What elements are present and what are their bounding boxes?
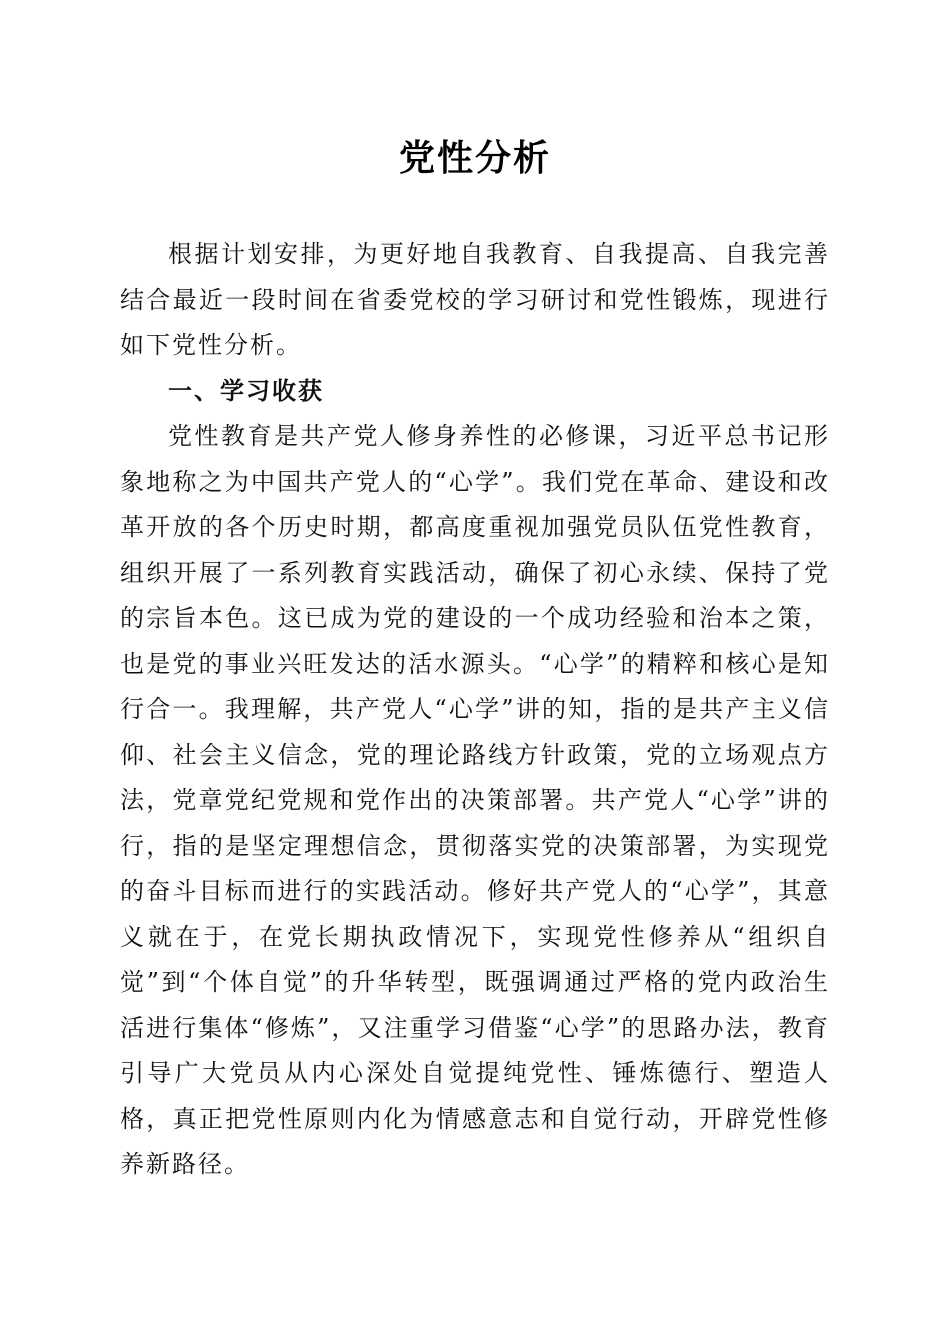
document-title: 党性分析 [398,137,551,179]
section-paragraph: 党性教育是共产党人修身养性的必修课，习近平总书记形象地称之为中国共产党人的“心学”。我们党在革命、建设和改革开放的各个历史时期，都高度重视加强党员队伍党性教育，组织开展了一系列教育实践活动，确保了初心永续、保持了党的宗旨本色。这已成为党的建设的一个成功经验和治本之策，也是党的事业兴旺发达的活水源头。“心学”的精粹和核心是知行合一。我理解，共产党人“心学”讲的知，指的是共产主义信仰、社会主义信念，党的理论路线方针政策，党的立场观点方法，党章党纪党规和党作出的决策部署。共产党人“心学”讲的行，指的是坚定理想信念，贯彻落实党的决策部署，为实现党的奋斗目标而进行的实践活动。修好共产党人的“心学”，其意义就在于，在党长期执政情况下，实现党性修养从“组织自觉”到“个体自觉”的升华转型，既强调通过严格的党内政治生活进行集体“修炼”，又注重学习借鉴“心学”的思路办法，教育引导广大党员从内心深处自觉提纯党性、锤炼德行、塑造人格，真正把党性原则内化为情感意志和自觉行动，开辟党性修养新路径。 [120,422,830,1178]
section-heading-learning-gains: 一、学习收获 [168,376,324,405]
document-body [120,232,830,1188]
intro-paragraph: 根据计划安排，为更好地自我教育、自我提高、自我完善结合最近一段时间在省委党校的学习研讨和党性锻炼，现进行如下党性分析。 [120,240,830,359]
